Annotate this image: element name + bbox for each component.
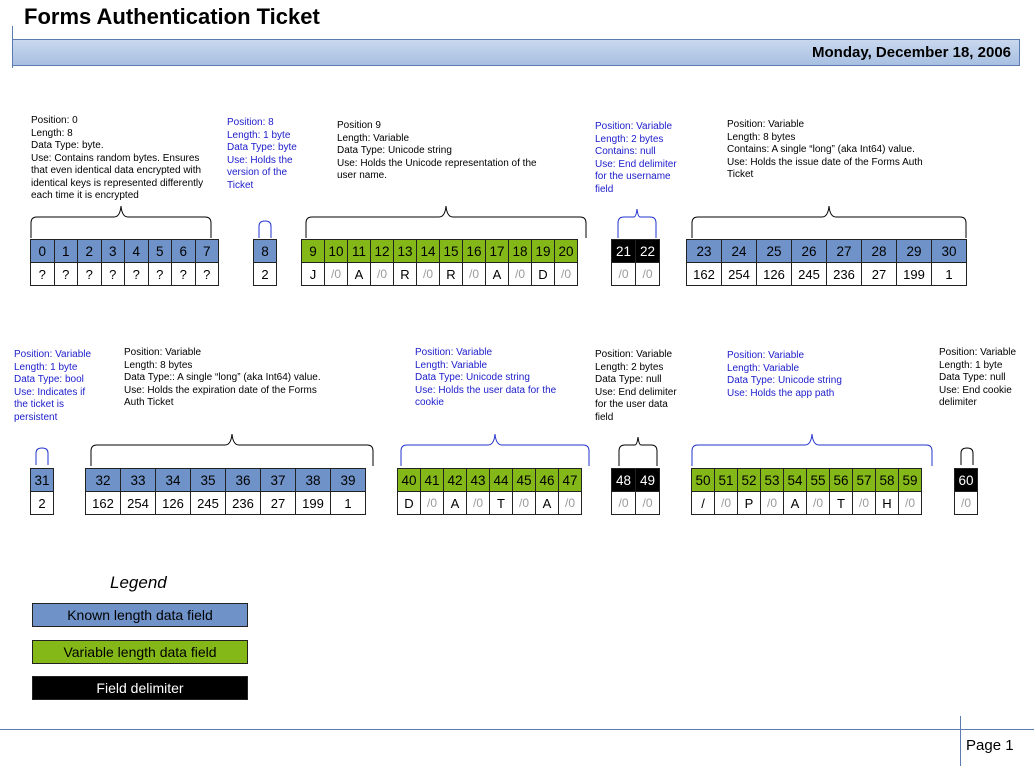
byte-index-cell: 12	[370, 239, 394, 263]
byte-index-cell: 45	[512, 468, 536, 492]
byte-value-cell: /0	[370, 262, 394, 286]
value-row	[611, 262, 659, 286]
field-persistent	[30, 468, 53, 515]
byte-value-cell: ?	[124, 262, 149, 286]
byte-value-cell: ?	[148, 262, 173, 286]
value-row	[30, 491, 53, 515]
byte-index-cell: 52	[737, 468, 761, 492]
byte-value-cell: A	[535, 491, 559, 515]
value-row	[611, 491, 659, 515]
byte-index-cell: 19	[531, 239, 555, 263]
byte-index-cell: 29	[896, 239, 932, 263]
page-title: Forms Authentication Ticket	[24, 4, 320, 29]
footer-line	[0, 729, 1034, 730]
byte-index-cell: 57	[852, 468, 876, 492]
index-row	[301, 239, 577, 263]
brace-random-bytes	[30, 203, 212, 239]
brace-user-data-delimiter	[618, 431, 658, 467]
byte-index-cell: 5	[148, 239, 173, 263]
desc-cookie-delimiter: Position: Variable Length: 1 byte Data Type: null Use: End cookie delimiter	[939, 347, 1017, 408]
brace-cookie-delimiter	[960, 444, 974, 466]
byte-index-cell: 9	[301, 239, 325, 263]
desc-version: Position: 8 Length: 1 byte Data Type: byte Use: Holds the version of the Ticket	[227, 117, 297, 191]
field-random-bytes	[30, 239, 218, 286]
value-row	[85, 491, 365, 515]
byte-value-cell: D	[397, 491, 421, 515]
byte-value-cell: 27	[861, 262, 897, 286]
byte-index-cell: 59	[898, 468, 922, 492]
byte-index-cell: 58	[875, 468, 899, 492]
brace-expiration-date	[90, 431, 374, 467]
brace-user-data	[400, 431, 590, 467]
brace-username-delimiter	[617, 203, 657, 239]
legend-known-length: Known length data field	[32, 603, 248, 627]
byte-value-cell: A	[485, 262, 509, 286]
byte-value-cell: 126	[155, 491, 191, 515]
byte-value-cell: 254	[721, 262, 757, 286]
value-row	[253, 262, 276, 286]
byte-index-cell: 33	[120, 468, 156, 492]
byte-index-cell: 56	[829, 468, 853, 492]
byte-value-cell: ?	[195, 262, 220, 286]
byte-index-cell: 34	[155, 468, 191, 492]
byte-index-cell: 11	[347, 239, 371, 263]
byte-value-cell: /0	[420, 491, 444, 515]
byte-index-cell: 13	[393, 239, 417, 263]
byte-value-cell: J	[301, 262, 325, 286]
brace-username	[305, 203, 587, 239]
index-row	[686, 239, 966, 263]
brace-version	[258, 217, 272, 239]
byte-index-cell: 10	[324, 239, 348, 263]
index-row	[691, 468, 921, 492]
field-username	[301, 239, 577, 286]
index-row	[85, 468, 365, 492]
legend-variable-length: Variable length data field	[32, 640, 248, 664]
byte-value-cell: ?	[77, 262, 102, 286]
byte-value-cell: P	[737, 491, 761, 515]
byte-index-cell: 1	[54, 239, 79, 263]
byte-index-cell: 55	[806, 468, 830, 492]
byte-index-cell: 32	[85, 468, 121, 492]
byte-value-cell: /0	[554, 262, 578, 286]
field-app-path	[691, 468, 921, 515]
byte-value-cell: /0	[512, 491, 536, 515]
byte-index-cell: 27	[826, 239, 862, 263]
header-bar	[12, 39, 1020, 66]
byte-value-cell: D	[531, 262, 555, 286]
desc-issue-date: Position: Variable Length: 8 bytes Contains: A single “long” (aka Int64) value. Use: Holds the issue date of the Forms Auth Ticket	[727, 119, 923, 180]
byte-value-cell: /0	[806, 491, 830, 515]
byte-value-cell: /0	[635, 262, 660, 286]
index-row	[253, 239, 276, 263]
byte-value-cell: ?	[30, 262, 55, 286]
byte-value-cell: /0	[852, 491, 876, 515]
byte-index-cell: 8	[253, 239, 277, 263]
field-user-data-delimiter	[611, 468, 659, 515]
byte-value-cell: /0	[324, 262, 348, 286]
byte-index-cell: 4	[124, 239, 149, 263]
brace-app-path	[691, 431, 933, 467]
byte-index-cell: 38	[295, 468, 331, 492]
index-row	[397, 468, 581, 492]
byte-index-cell: 41	[420, 468, 444, 492]
byte-index-cell: 60	[954, 468, 978, 492]
byte-index-cell: 54	[783, 468, 807, 492]
desc-user-data-delimiter: Position: Variable Length: 2 bytes Data Type: null Use: End delimiter for the user data field	[595, 349, 677, 423]
byte-value-cell: /0	[611, 262, 636, 286]
byte-value-cell: H	[875, 491, 899, 515]
desc-username-delimiter: Position: Variable Length: 2 bytes Contains: null Use: End delimiter for the username field	[595, 121, 677, 195]
byte-value-cell: /0	[508, 262, 532, 286]
byte-value-cell: ?	[54, 262, 79, 286]
byte-index-cell: 43	[466, 468, 490, 492]
desc-expiration-date: Position: Variable Length: 8 bytes Data Type:: A single “long” (aka Int64) value. Use: Holds the expiration date of the Forms Auth Ticket	[124, 347, 321, 408]
byte-value-cell: ?	[171, 262, 196, 286]
value-row	[301, 262, 577, 286]
byte-value-cell: /0	[466, 491, 490, 515]
byte-index-cell: 36	[225, 468, 261, 492]
byte-index-cell: 21	[611, 239, 636, 263]
byte-value-cell: /0	[635, 491, 660, 515]
byte-value-cell: 199	[295, 491, 331, 515]
byte-value-cell: 245	[190, 491, 226, 515]
byte-value-cell: 162	[686, 262, 722, 286]
byte-index-cell: 24	[721, 239, 757, 263]
byte-index-cell: 37	[260, 468, 296, 492]
byte-value-cell: 1	[931, 262, 967, 286]
byte-index-cell: 48	[611, 468, 636, 492]
byte-value-cell: ?	[101, 262, 126, 286]
byte-value-cell: 254	[120, 491, 156, 515]
byte-index-cell: 6	[171, 239, 196, 263]
byte-index-cell: 3	[101, 239, 126, 263]
index-row	[30, 468, 53, 492]
field-version	[253, 239, 276, 286]
byte-value-cell: A	[443, 491, 467, 515]
byte-value-cell: T	[829, 491, 853, 515]
value-row	[686, 262, 966, 286]
byte-value-cell: 126	[756, 262, 792, 286]
byte-index-cell: 31	[30, 468, 54, 492]
value-row	[691, 491, 921, 515]
byte-index-cell: 49	[635, 468, 660, 492]
byte-index-cell: 2	[77, 239, 102, 263]
byte-value-cell: 27	[260, 491, 296, 515]
byte-value-cell: T	[489, 491, 513, 515]
header-date: Monday, December 18, 2006	[812, 44, 1011, 61]
brace-issue-date	[691, 203, 967, 239]
byte-index-cell: 51	[714, 468, 738, 492]
byte-value-cell: A	[783, 491, 807, 515]
index-row	[30, 239, 218, 263]
footer-tick	[960, 716, 961, 766]
byte-value-cell: /0	[714, 491, 738, 515]
byte-value-cell: /0	[954, 491, 978, 515]
byte-index-cell: 26	[791, 239, 827, 263]
byte-index-cell: 25	[756, 239, 792, 263]
byte-index-cell: 20	[554, 239, 578, 263]
byte-index-cell: 42	[443, 468, 467, 492]
desc-random-bytes: Position: 0 Length: 8 Data Type: byte. Use: Contains random bytes. Ensures that even identical data encrypted with identical keys is represented differently each time it is encrypted	[31, 115, 204, 201]
value-row	[30, 262, 218, 286]
byte-index-cell: 30	[931, 239, 967, 263]
byte-value-cell: /0	[898, 491, 922, 515]
value-row	[397, 491, 581, 515]
byte-value-cell: 2	[253, 262, 277, 286]
byte-value-cell: 236	[826, 262, 862, 286]
value-row	[954, 491, 977, 515]
byte-index-cell: 40	[397, 468, 421, 492]
legend-title: Legend	[110, 573, 167, 592]
byte-index-cell: 35	[190, 468, 226, 492]
field-cookie-delimiter	[954, 468, 977, 515]
byte-index-cell: 50	[691, 468, 715, 492]
byte-index-cell: 46	[535, 468, 559, 492]
field-expiration-date	[85, 468, 365, 515]
byte-index-cell: 18	[508, 239, 532, 263]
byte-index-cell: 44	[489, 468, 513, 492]
byte-index-cell: 14	[416, 239, 440, 263]
field-issue-date	[686, 239, 966, 286]
field-user-data	[397, 468, 581, 515]
index-row	[611, 239, 659, 263]
byte-value-cell: 236	[225, 491, 261, 515]
index-row	[611, 468, 659, 492]
byte-value-cell: R	[439, 262, 463, 286]
desc-username: Position 9 Length: Variable Data Type: Unicode string Use: Holds the Unicode representation of the user name.	[337, 120, 537, 181]
byte-value-cell: A	[347, 262, 371, 286]
byte-index-cell: 7	[195, 239, 220, 263]
byte-value-cell: 1	[330, 491, 366, 515]
byte-value-cell: /0	[611, 491, 636, 515]
index-row	[954, 468, 977, 492]
byte-index-cell: 0	[30, 239, 55, 263]
byte-index-cell: 53	[760, 468, 784, 492]
byte-value-cell: /0	[462, 262, 486, 286]
brace-persistent	[35, 444, 49, 466]
byte-index-cell: 28	[861, 239, 897, 263]
desc-user-data: Position: Variable Length: Variable Data Type: Unicode string Use: Holds the user data for the cookie	[415, 347, 557, 408]
byte-index-cell: 16	[462, 239, 486, 263]
desc-app-path: Position: Variable Length: Variable Data Type: Unicode string Use: Holds the app path	[727, 350, 842, 399]
field-username-delimiter	[611, 239, 659, 286]
byte-value-cell: 2	[30, 491, 54, 515]
byte-index-cell: 47	[558, 468, 582, 492]
desc-persistent: Position: Variable Length: 1 byte Data Type: bool Use: Indicates if the ticket is persistent	[14, 349, 92, 423]
page-number: Page 1	[966, 737, 1014, 754]
legend-field-delimiter: Field delimiter	[32, 676, 248, 700]
byte-value-cell: /0	[416, 262, 440, 286]
byte-value-cell: 245	[791, 262, 827, 286]
byte-value-cell: 162	[85, 491, 121, 515]
byte-index-cell: 23	[686, 239, 722, 263]
byte-value-cell: /0	[760, 491, 784, 515]
byte-index-cell: 15	[439, 239, 463, 263]
byte-index-cell: 22	[635, 239, 660, 263]
byte-index-cell: 17	[485, 239, 509, 263]
byte-value-cell: R	[393, 262, 417, 286]
byte-index-cell: 39	[330, 468, 366, 492]
byte-value-cell: 199	[896, 262, 932, 286]
byte-value-cell: /	[691, 491, 715, 515]
byte-value-cell: /0	[558, 491, 582, 515]
